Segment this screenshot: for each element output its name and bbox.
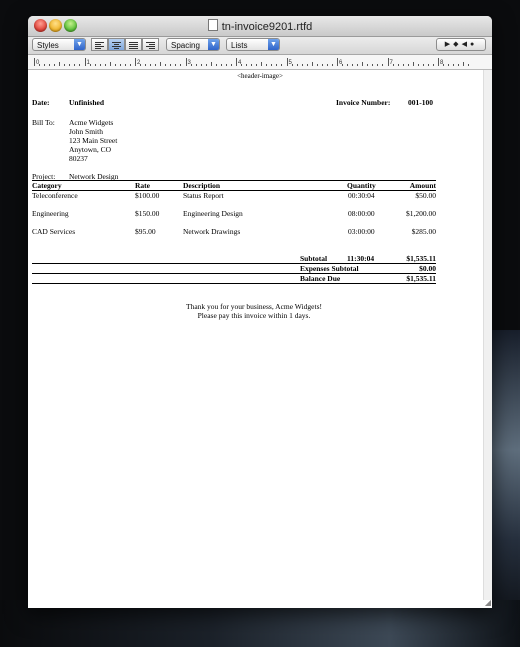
- ruler-tick: [44, 64, 45, 66]
- balance-due-label: Balance Due: [300, 274, 341, 283]
- ruler-tick: [256, 64, 257, 66]
- ruler-tick: [302, 64, 303, 66]
- row-description: Network Drawings: [183, 227, 241, 236]
- lists-popup-label: Lists: [231, 41, 248, 50]
- ruler-tick: [251, 64, 252, 66]
- row-rate: $95.00: [135, 227, 156, 236]
- ruler-tick: [408, 64, 409, 66]
- lists-popup[interactable]: [226, 38, 280, 51]
- chevron-down-icon: ▼: [74, 39, 85, 50]
- ruler-tick: [201, 64, 202, 66]
- ruler-tick: [145, 64, 146, 66]
- title-bar[interactable]: [28, 16, 492, 37]
- ruler-tick: [160, 62, 161, 66]
- ruler[interactable]: [28, 55, 492, 70]
- row-category: Engineering: [32, 209, 69, 218]
- ruler-tick: [221, 64, 222, 66]
- ruler-tick: [398, 64, 399, 66]
- ruler-tick: [85, 58, 86, 66]
- ruler-number: 0: [36, 60, 40, 66]
- ruler-tick: [352, 64, 353, 66]
- ruler-tick: [64, 64, 65, 66]
- ruler-tick: [276, 64, 277, 66]
- ruler-tick: [312, 62, 313, 66]
- vertical-scrollbar[interactable]: [483, 70, 492, 600]
- ruler-tick: [216, 64, 217, 66]
- ruler-tick: [110, 62, 111, 66]
- project-value: Network Design: [69, 172, 119, 181]
- ruler-tick: [231, 64, 232, 66]
- row-rate: $100.00: [135, 191, 160, 200]
- ruler-tick: [196, 64, 197, 66]
- ruler-tick: [287, 58, 288, 66]
- bill-to-line: Acme Widgets: [69, 118, 114, 127]
- document-page[interactable]: [28, 70, 492, 608]
- ruler-tick: [322, 64, 323, 66]
- bill-to-line: Anytown, CO: [69, 145, 112, 154]
- ruler-tick: [150, 64, 151, 66]
- ruler-tick: [74, 64, 75, 66]
- ruler-number: 3: [187, 60, 191, 66]
- format-toolbar: [28, 37, 492, 55]
- bill-to-line: John Smith: [69, 127, 103, 136]
- row-amount: $1,200.00: [406, 209, 436, 218]
- ruler-tick: [337, 58, 338, 66]
- ruler-tick: [236, 58, 237, 66]
- ruler-tick: [95, 64, 96, 66]
- ruler-tick: [362, 62, 363, 66]
- payment-terms-line: Please pay this invoice within 1 days.: [197, 311, 311, 320]
- column-header-quantity: Quantity: [347, 181, 376, 190]
- row-category: CAD Services: [32, 227, 76, 236]
- resize-grip-icon[interactable]: ◢: [484, 598, 491, 607]
- subtotal-label: Subtotal: [300, 254, 328, 263]
- ruler-tick: [170, 64, 171, 66]
- row-category: Teleconference: [32, 191, 78, 200]
- ruler-tick: [246, 64, 247, 66]
- ruler-tick: [438, 58, 439, 66]
- ruler-tick: [332, 64, 333, 66]
- ruler-tick: [453, 64, 454, 66]
- styles-popup-label: Styles: [37, 41, 59, 50]
- ruler-tick: [403, 64, 404, 66]
- ruler-tick: [468, 64, 469, 66]
- ruler-number: 6: [339, 60, 343, 66]
- project-label: Project:: [32, 172, 56, 181]
- ruler-tick: [120, 64, 121, 66]
- subtotal-quantity: 11:30:04: [347, 254, 375, 263]
- ruler-number: 5: [288, 60, 292, 66]
- date-value: Unfinished: [69, 98, 105, 107]
- align-center-button[interactable]: [108, 38, 125, 51]
- textedit-window: [28, 16, 492, 608]
- ruler-tick: [155, 64, 156, 66]
- ruler-number: 1: [86, 60, 90, 66]
- subtotal-rule: [32, 263, 436, 264]
- ruler-tick: [327, 64, 328, 66]
- expenses-rule: [32, 273, 436, 274]
- ruler-tick: [165, 64, 166, 66]
- ruler-tick: [206, 64, 207, 66]
- row-amount: $50.00: [415, 191, 436, 200]
- subtotal-amount: $1,535.11: [406, 254, 436, 263]
- ruler-tick: [388, 58, 389, 66]
- ruler-tick: [418, 64, 419, 66]
- balance-rule: [32, 283, 436, 284]
- ruler-number: 2: [137, 60, 141, 66]
- document-icon: [208, 19, 218, 31]
- ruler-tick: [377, 64, 378, 66]
- ruler-tick: [175, 64, 176, 66]
- styles-popup[interactable]: [32, 38, 86, 51]
- ruler-tick: [433, 64, 434, 66]
- ruler-tick: [307, 64, 308, 66]
- align-justify-button[interactable]: [125, 38, 142, 51]
- ruler-tick: [413, 62, 414, 66]
- ruler-tick: [135, 58, 136, 66]
- ruler-tick: [357, 64, 358, 66]
- chevron-down-icon: ▼: [208, 39, 219, 50]
- ruler-number: 8: [440, 60, 444, 66]
- table-header-rule: [32, 190, 436, 191]
- balance-due-amount: $1,535.11: [406, 274, 436, 283]
- row-quantity: 03:00:00: [348, 227, 375, 236]
- column-header-rate: Rate: [135, 181, 150, 190]
- align-left-button[interactable]: [91, 38, 108, 51]
- ruler-tick: [69, 64, 70, 66]
- window-title-container: [28, 19, 492, 33]
- ruler-tick: [463, 62, 464, 66]
- ruler-tick: [271, 64, 272, 66]
- ruler-tick: [226, 64, 227, 66]
- ruler-tick: [423, 64, 424, 66]
- row-amount: $285.00: [411, 227, 436, 236]
- ruler-tick: [49, 64, 50, 66]
- column-header-amount: Amount: [409, 181, 436, 190]
- tab-stop-control[interactable]: ▶◆◀●: [436, 38, 486, 51]
- chevron-down-icon: ▼: [268, 39, 279, 50]
- ruler-number: 7: [389, 60, 393, 66]
- ruler-tick: [281, 64, 282, 66]
- ruler-tick: [115, 64, 116, 66]
- column-header-category: Category: [32, 181, 62, 190]
- ruler-tick: [180, 64, 181, 66]
- ruler-tick: [125, 64, 126, 66]
- ruler-tick: [100, 64, 101, 66]
- ruler-tick: [105, 64, 106, 66]
- ruler-tick: [59, 62, 60, 66]
- ruler-tick: [297, 64, 298, 66]
- invoice-number-label: Invoice Number:: [336, 98, 391, 107]
- thank-you-line: Thank you for your business, Acme Widgets!: [186, 302, 322, 311]
- expenses-subtotal-amount: $0.00: [419, 264, 436, 273]
- ruler-tick: [34, 58, 35, 66]
- ruler-tick: [261, 62, 262, 66]
- invoice-number-value: 001-100: [408, 98, 433, 107]
- header-image-placeholder: <header-image>: [237, 72, 283, 80]
- ruler-tick: [317, 64, 318, 66]
- row-rate: $150.00: [135, 209, 160, 218]
- date-label: Date:: [32, 98, 50, 107]
- ruler-tick: [428, 64, 429, 66]
- expenses-subtotal-label: Expenses Subtotal: [300, 264, 359, 273]
- ruler-tick: [382, 64, 383, 66]
- row-description: Engineering Design: [183, 209, 243, 218]
- bill-to-label: Bill To:: [32, 118, 55, 127]
- ruler-tick: [458, 64, 459, 66]
- ruler-tick: [211, 62, 212, 66]
- row-quantity: 00:30:04: [348, 191, 375, 200]
- ruler-tick: [186, 58, 187, 66]
- column-header-description: Description: [183, 181, 221, 190]
- ruler-tick: [372, 64, 373, 66]
- bill-to-line: 123 Main Street: [69, 136, 118, 145]
- ruler-tick: [367, 64, 368, 66]
- ruler-tick: [347, 64, 348, 66]
- ruler-tick: [130, 64, 131, 66]
- spacing-popup-label: Spacing: [171, 41, 200, 50]
- row-quantity: 08:00:00: [348, 209, 375, 218]
- ruler-tick: [54, 64, 55, 66]
- align-right-button[interactable]: [142, 38, 159, 51]
- row-description: Status Report: [183, 191, 224, 200]
- spacing-popup[interactable]: [166, 38, 220, 51]
- ruler-number: 4: [238, 60, 242, 66]
- bill-to-line: 80237: [69, 154, 88, 163]
- ruler-tick: [79, 64, 80, 66]
- ruler-tick: [448, 64, 449, 66]
- ruler-tick: [266, 64, 267, 66]
- window-title: tn-invoice9201.rtfd: [221, 21, 313, 33]
